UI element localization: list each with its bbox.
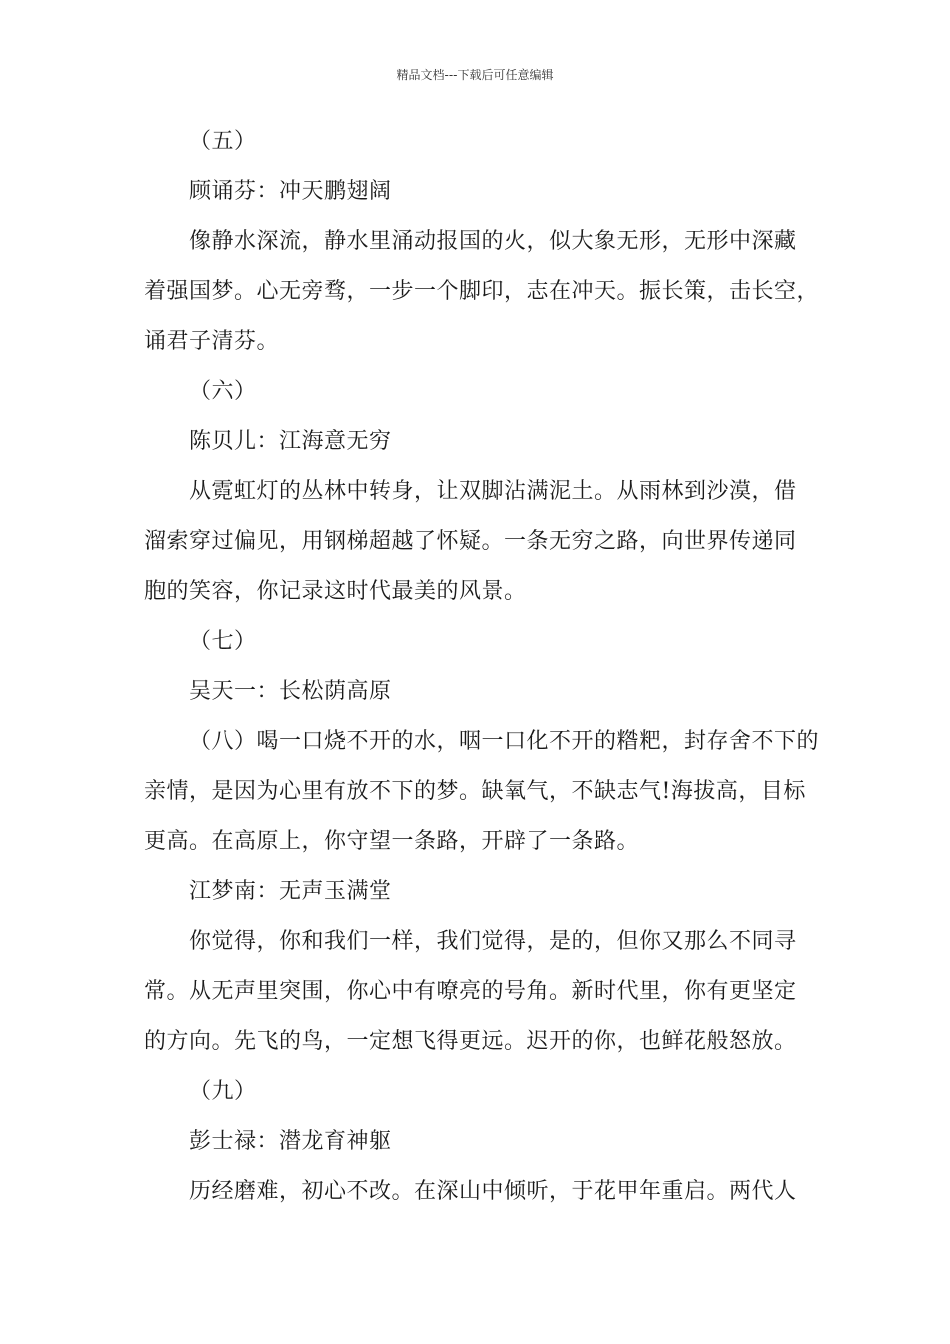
paragraph-line: 亲情，是因为心里有放不下的梦。缺氧气，不缺志气!海拔高，目标 — [144, 779, 806, 804]
paragraph-line: 着强国梦。心无旁骛，一步一个脚印，志在冲天。振长策，击长空， — [144, 279, 820, 304]
section-heading: 江梦南：无声玉满堂 — [189, 879, 392, 904]
section-heading: （七） — [189, 629, 257, 654]
page-header: 精品文档---下载后可任意编辑 — [396, 68, 554, 82]
section-heading: （五） — [189, 129, 257, 154]
paragraph-line: 历经磨难，初心不改。在深山中倾听，于花甲年重启。两代人 — [189, 1179, 797, 1204]
section-heading: （九） — [189, 1079, 257, 1104]
paragraph-line: 胞的笑容，你记录这时代最美的风景。 — [144, 579, 527, 604]
paragraph-line: 你觉得，你和我们一样，我们觉得，是的，但你又那么不同寻 — [189, 929, 797, 954]
section-heading: 顾诵芬：冲天鹏翅阔 — [189, 179, 392, 204]
section-heading: 陈贝儿：江海意无穷 — [189, 429, 392, 454]
section-heading: （六） — [189, 379, 257, 404]
paragraph-line: 的方向。先飞的鸟，一定想飞得更远。迟开的你，也鲜花般怒放。 — [144, 1029, 797, 1054]
paragraph — [144, 917, 834, 1067]
paragraph-line: 溜索穿过偏见，用钢梯超越了怀疑。一条无穷之路，向世界传递同 — [144, 529, 797, 554]
paragraph-line: 诵君子清芬。 — [144, 329, 280, 354]
paragraph — [144, 467, 834, 617]
section-heading: 彭士禄：潜龙育神躯 — [189, 1129, 392, 1154]
paragraph — [144, 1167, 834, 1217]
document-body — [144, 130, 834, 1230]
paragraph-line: （八）喝一口烧不开的水，咽一口化不开的糌粑，封存舍不下的 — [189, 729, 820, 754]
section-heading: 吴天一：长松荫高原 — [189, 679, 392, 704]
paragraph-line: 从霓虹灯的丛林中转身，让双脚沾满泥土。从雨林到沙漠，借 — [189, 479, 797, 504]
paragraph — [144, 217, 834, 367]
paragraph — [144, 717, 834, 867]
paragraph-line: 更高。在高原上，你守望一条路，开辟了一条路。 — [144, 829, 640, 854]
paragraph-line: 常。从无声里突围，你心中有嘹亮的号角。新时代里，你有更坚定 — [144, 979, 797, 1004]
paragraph-line: 像静水深流，静水里涌动报国的火，似大象无形，无形中深藏 — [189, 229, 797, 254]
